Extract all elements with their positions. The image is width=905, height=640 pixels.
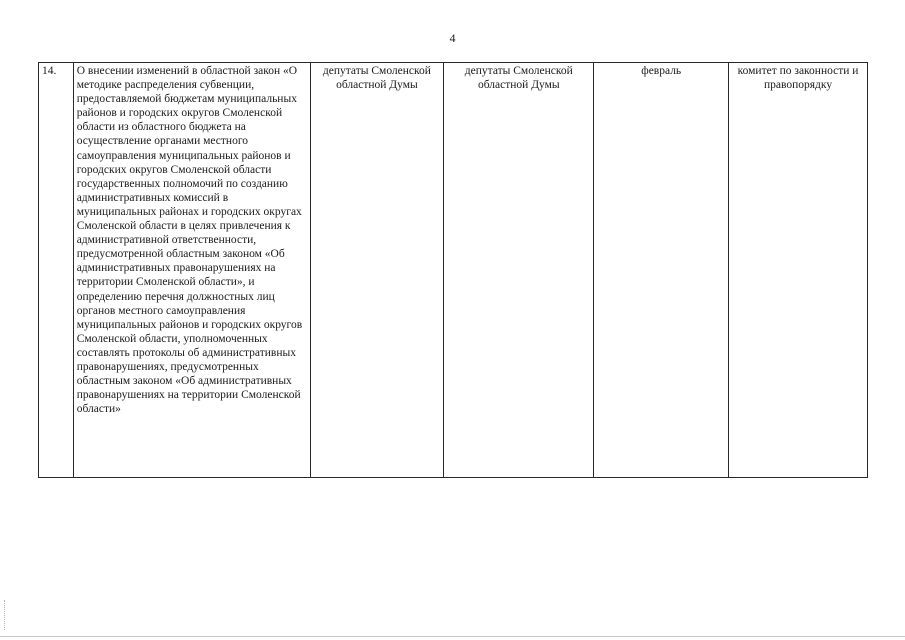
scan-bottom-edge — [0, 636, 905, 637]
deadline-cell: февраль — [594, 63, 729, 478]
developer-cell: депутаты Смоленской областной Думы — [444, 63, 594, 478]
plan-table — [38, 62, 868, 478]
page-number: 4 — [449, 31, 456, 45]
responsible-committee-cell: комитет по законности и правопорядку — [729, 63, 868, 478]
initiator-cell: депутаты Смоленской областной Думы — [310, 63, 444, 478]
table-row — [39, 63, 868, 478]
row-number-cell: 14. — [39, 63, 74, 478]
bill-title-cell: О внесении изменений в областной закон «О методике распределения субвенции, предоставляемой бюджетам муниципальных районов и городских округов Смоленской области из областного бюджета на осуществление органами местного самоуправления муниципальных районов и городских округов Смоленской области государственных полномочий по созданию административных комиссий в муниципальных районах и городских округах Смоленской области в целях привлечения к административной ответственности, предусмотренной областным законом «Об административных правонарушениях на территории Смоленской области», и определению перечня должностных лиц органов местного самоуправления муниципальных районов и городских округов Смоленской области, уполномоченных составлять протоколы об административных правонарушениях, предусмотренных областным законом «Об административных правонарушениях на территории Смоленской области» — [73, 63, 310, 478]
scan-margin-mark — [4, 600, 6, 630]
